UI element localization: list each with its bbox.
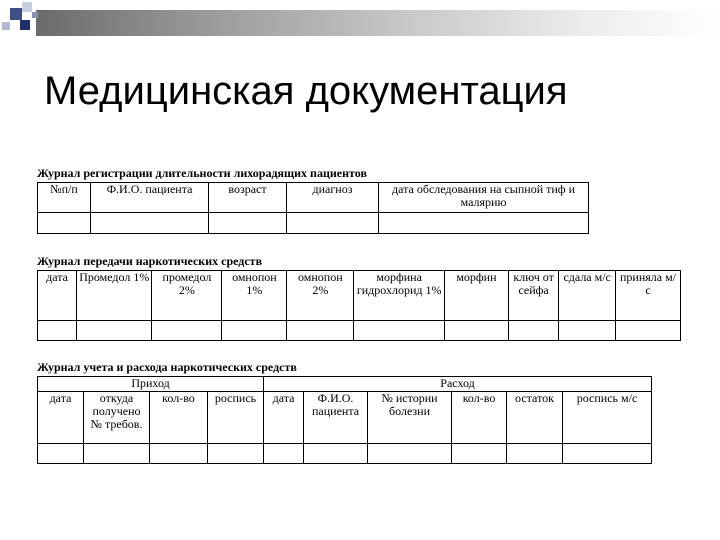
table-cell (287, 213, 379, 234)
table-cell (77, 321, 152, 341)
table-cell (444, 321, 508, 341)
decor-square-icon (20, 20, 30, 30)
column-header: морфин (444, 271, 508, 321)
journal1-title: Журнал регистрации длительности лихорадящих пациентов (37, 166, 367, 180)
decor-square-icon (10, 8, 22, 20)
column-header: остаток (507, 392, 563, 444)
column-header: кол-во (150, 392, 208, 444)
table-cell (152, 321, 222, 341)
column-header: приняла м/с (616, 271, 681, 321)
table-cell (379, 213, 589, 234)
column-header: промедол 2% (152, 271, 222, 321)
table-row (38, 321, 681, 341)
column-header: возраст (209, 183, 287, 213)
header-decoration (0, 0, 720, 50)
journal3-table (37, 376, 652, 464)
decor-square-icon (32, 12, 38, 18)
table-cell (368, 444, 452, 464)
table-cell (209, 213, 287, 234)
table-cell (208, 444, 264, 464)
column-header: дата (38, 392, 84, 444)
table-header-row (38, 392, 652, 444)
table-cell (264, 444, 304, 464)
column-header: № истории болезни (368, 392, 452, 444)
column-header: роспись (208, 392, 264, 444)
column-header: дата (264, 392, 304, 444)
table-cell (38, 213, 91, 234)
table-row (38, 444, 652, 464)
decor-square-icon (2, 22, 10, 30)
table-group-row (38, 377, 652, 392)
slide-title: Медицинская документация (44, 69, 568, 113)
table-cell (508, 321, 558, 341)
table-cell (84, 444, 150, 464)
column-header: откуда получено № требов. (84, 392, 150, 444)
table-row (38, 213, 589, 234)
journal2-table (37, 270, 681, 341)
column-header: дата обследования на сыпной тиф и малярию (379, 183, 589, 213)
column-header: сдала м/с (559, 271, 616, 321)
table-header-row (38, 183, 589, 213)
table-cell (38, 321, 77, 341)
column-header: омнопон 2% (287, 271, 354, 321)
table-cell (150, 444, 208, 464)
table-cell (354, 321, 445, 341)
table-cell (616, 321, 681, 341)
column-header: роспись м/с (563, 392, 652, 444)
table-cell (559, 321, 616, 341)
column-header: Промедол 1% (77, 271, 152, 321)
column-header: диагноз (287, 183, 379, 213)
column-header: морфина гидрохлорид 1% (354, 271, 445, 321)
column-header: №п/п (38, 183, 91, 213)
column-header: омнопон 1% (222, 271, 287, 321)
group-header-expense: Расход (264, 377, 652, 392)
gradient-band (36, 10, 720, 36)
column-header: дата (38, 271, 77, 321)
journal2-title: Журнал передачи наркотических средств (37, 254, 263, 268)
column-header: кол-во (452, 392, 507, 444)
table-cell (287, 321, 354, 341)
journal1-table (37, 182, 589, 234)
table-cell (563, 444, 652, 464)
table-cell (304, 444, 368, 464)
table-cell (452, 444, 507, 464)
column-header: Ф.И.О. пациента (304, 392, 368, 444)
table-header-row (38, 271, 681, 321)
decor-square-icon (22, 2, 32, 12)
journal3-title: Журнал учета и расхода наркотических средств (37, 360, 297, 374)
group-header-income: Приход (38, 377, 264, 392)
table-cell (91, 213, 209, 234)
column-header: Ф.И.О. пациента (91, 183, 209, 213)
table-cell (507, 444, 563, 464)
column-header: ключ от сейфа (508, 271, 558, 321)
table-cell (38, 444, 84, 464)
table-cell (222, 321, 287, 341)
